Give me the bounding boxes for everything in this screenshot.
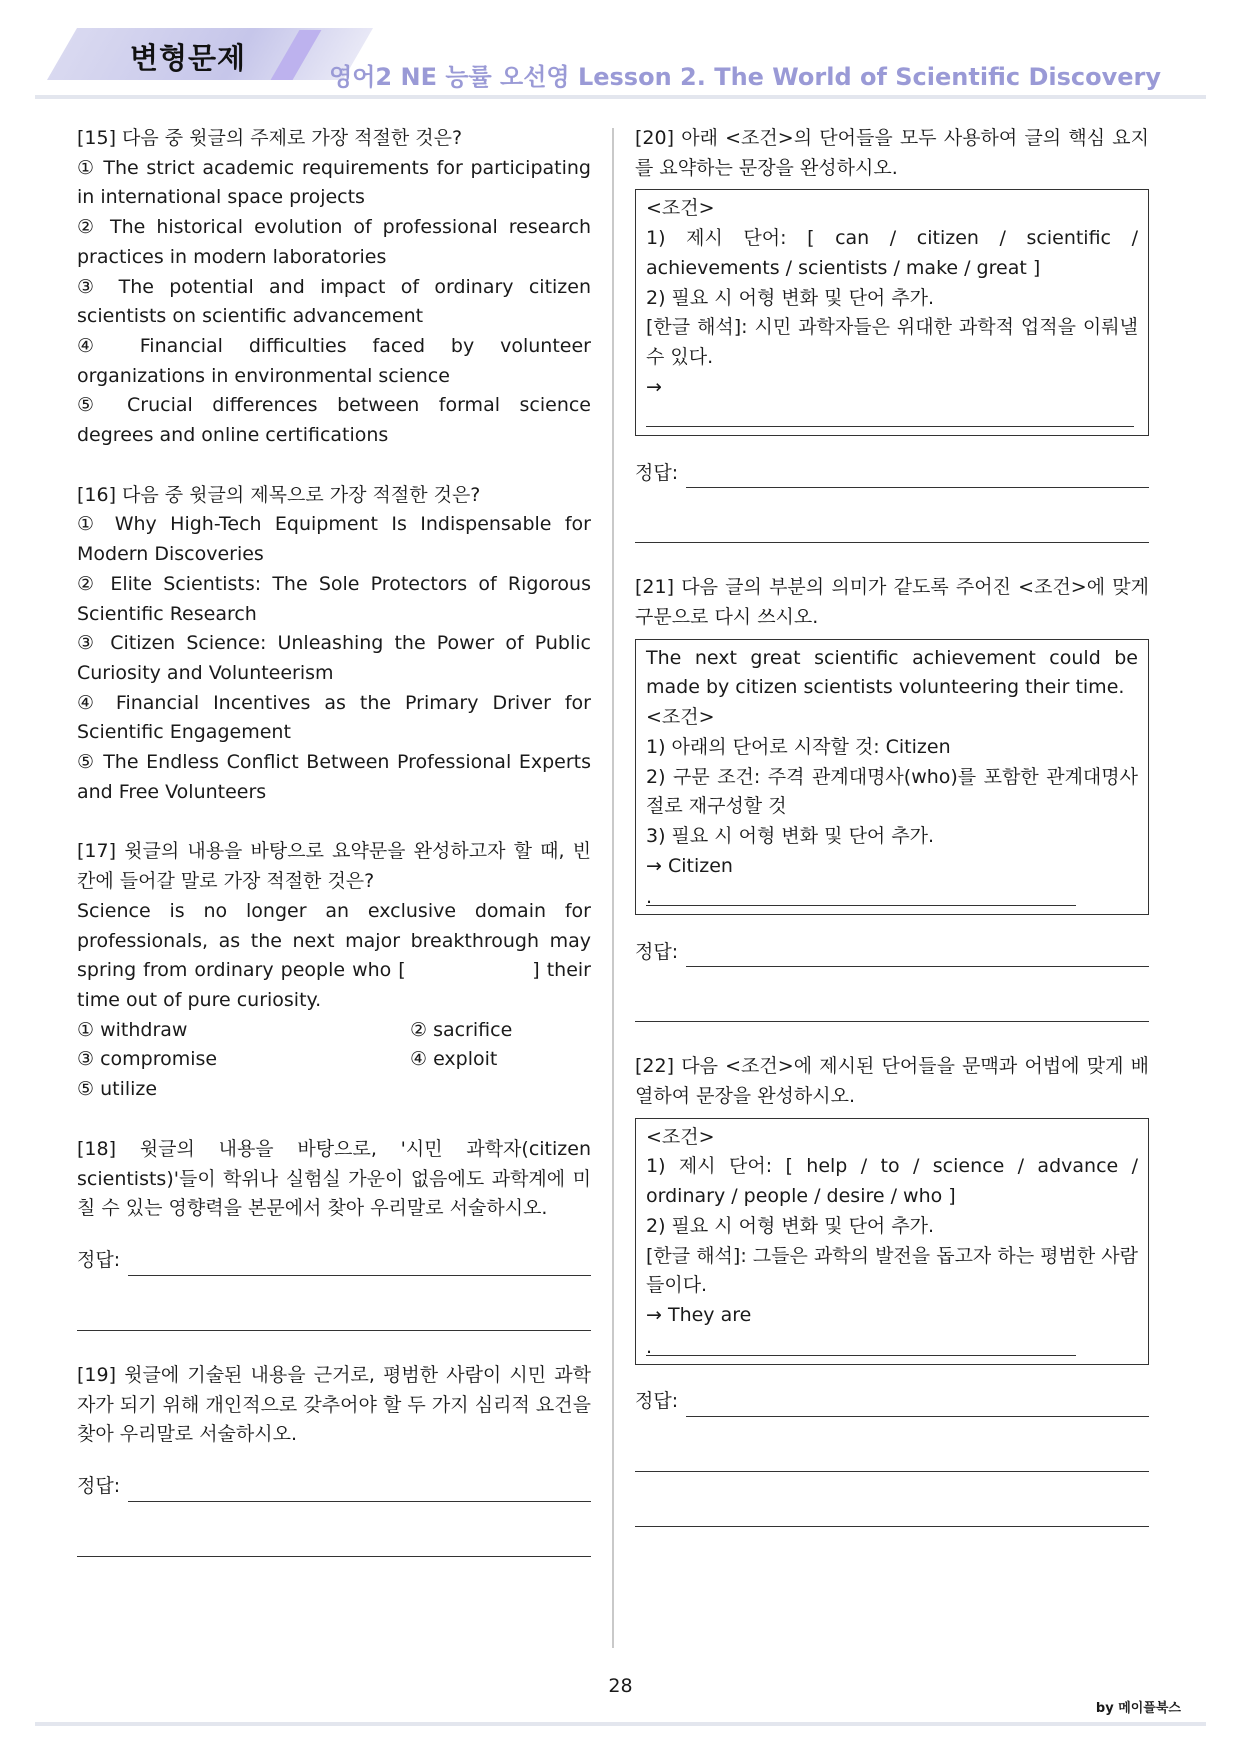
question-18-answer-line-2[interactable] <box>77 1302 591 1331</box>
question-15-option-4[interactable]: ④ Financial difficulties faced by volunteer organizations in environmental science <box>77 334 591 387</box>
condition-1: 1) 아래의 단어로 시작할 것: Citizen <box>646 735 951 758</box>
question-20-answer <box>635 458 1149 488</box>
question-22-answer-line-3[interactable] <box>635 1498 1149 1527</box>
question-21 <box>635 573 1149 1022</box>
column-divider <box>612 128 614 1648</box>
footer-rule <box>35 1722 1206 1726</box>
question-15-text: [15] 다음 중 윗글의 주제로 가장 적절한 것은? <box>77 127 463 149</box>
condition-1: 1) 제시 단어: [ can / citizen / scientific / achievements / scientists / make / great ] <box>646 227 1138 279</box>
condition-heading: <조건> <box>646 197 715 220</box>
condition-1: 1) 제시 단어: [ help / to / science / advance / ordinary / people / desire / who ] <box>646 1155 1138 1208</box>
condition-2: 2) 필요 시 어형 변화 및 단어 추가. <box>646 1214 935 1237</box>
question-16 <box>77 481 591 808</box>
question-20-answer-line[interactable] <box>686 465 1149 488</box>
condition-translation: [한글 해석]: 시민 과학자들은 위대한 과학적 업적을 이뤄낼 수 있다. <box>646 316 1138 368</box>
question-17-option-2[interactable]: ② sacrifice <box>410 1018 513 1041</box>
publisher-credit: by 메이플북스 <box>1095 1701 1181 1716</box>
answer-label: 정답: <box>635 461 679 484</box>
source-sentence: The next great scientific achievement could be made by citizen scientists volunteering their time. <box>646 646 1138 699</box>
question-15 <box>77 124 591 451</box>
answer-start: → Citizen <box>646 854 733 877</box>
question-20-text: [20] 아래 <조건>의 단어들을 모두 사용하여 글의 핵심 요지를 요약하는 문장을 완성하시오. <box>635 127 1149 179</box>
question-15-option-3[interactable]: ③ The potential and impact of ordinary citizen scientists on scientific advancement <box>77 275 591 328</box>
question-21-answer <box>635 937 1149 967</box>
question-17 <box>77 837 598 1104</box>
question-21-answer-line[interactable] <box>686 944 1149 967</box>
question-17-option-3[interactable]: ③ compromise <box>77 1048 218 1071</box>
question-19-text: [19] 윗글에 기술된 내용을 근거로, 평범한 사람이 시민 과학자가 되기 위해 개인적으로 갖추어야 할 두 가지 심리적 요건을 찾아 우리말로 서술하시오. <box>77 1363 591 1446</box>
condition-translation: [한글 해석]: 그들은 과학의 발전을 돕고자 하는 평범한 사람들이다. <box>646 1244 1138 1297</box>
left-column <box>77 124 598 1557</box>
question-16-option-5[interactable]: ⑤ The Endless Conflict Between Professional Experts and Free Volunteers <box>77 751 591 803</box>
question-16-option-1[interactable]: ① Why High-Tech Equipment Is Indispensable for Modern Discoveries <box>77 513 591 566</box>
question-21-answer-line-2[interactable] <box>635 993 1149 1022</box>
question-19 <box>77 1361 591 1557</box>
question-16-option-3[interactable]: ③ Citizen Science: Unleashing the Power of Public Curiosity and Volunteerism <box>77 632 591 684</box>
question-19-answer-line[interactable] <box>128 1479 591 1502</box>
question-21-condition-box <box>635 639 1149 916</box>
question-20-box-answer-line[interactable] <box>646 404 1134 427</box>
question-18-answer-line[interactable] <box>128 1253 591 1276</box>
condition-heading: <조건> <box>646 706 715 729</box>
header-badge: 변형문제 <box>130 41 247 75</box>
condition-3: 3) 필요 시 어형 변화 및 단어 추가. <box>646 824 935 847</box>
answer-start: → They are <box>646 1303 752 1326</box>
condition-heading: <조건> <box>646 1125 715 1148</box>
question-18 <box>77 1135 591 1331</box>
question-20 <box>635 124 1149 543</box>
question-17-options <box>77 1016 591 1105</box>
question-22-answer-line[interactable] <box>686 1394 1149 1417</box>
answer-label: 정답: <box>77 1475 121 1498</box>
answer-label: 정답: <box>77 1249 121 1272</box>
question-17-option-4[interactable]: ④ exploit <box>410 1048 498 1071</box>
question-22-answer <box>635 1387 1149 1417</box>
question-18-text: [18] 윗글의 내용을 바탕으로, '시민 과학자(citizen scientists)'들이 학위나 실험실 가운이 없음에도 과학계에 미칠 수 있는 영향력을 본문에서 찾아 우리말로 서술하시오. <box>77 1137 591 1220</box>
answer-label: 정답: <box>635 1389 679 1412</box>
question-22 <box>635 1052 1149 1526</box>
question-16-text: [16] 다음 중 윗글의 제목으로 가장 적절한 것은? <box>77 483 481 506</box>
condition-2: 2) 필요 시 어형 변화 및 단어 추가. <box>646 286 935 309</box>
question-16-option-4[interactable]: ④ Financial Incentives as the Primary Driver for Scientific Engagement <box>77 691 591 744</box>
header-rule <box>35 95 1206 99</box>
question-20-condition-box <box>635 189 1149 436</box>
question-22-text: [22] 다음 <조건>에 제시된 단어들을 문맥과 어법에 맞게 배열하여 문장을 완성하시오. <box>635 1055 1149 1108</box>
question-19-answer-line-2[interactable] <box>77 1528 591 1557</box>
question-20-answer-line-2[interactable] <box>635 514 1149 543</box>
question-16-option-2[interactable]: ② Elite Scientists: The Sole Protectors of Rigorous Scientific Research <box>77 572 591 625</box>
question-15-option-1[interactable]: ① The strict academic requirements for participating in international space projects <box>77 156 591 209</box>
question-22-condition-box <box>635 1118 1149 1365</box>
answer-arrow: → <box>646 375 662 398</box>
page-number: 28 <box>608 1675 633 1697</box>
question-22-box-answer-line[interactable] <box>646 1333 1076 1356</box>
question-17-summary: Science is no longer an exclusive domain for professionals, as the next major breakthrough may spring from ordinary people who [ ] their time out of pure curiosity. <box>77 899 598 1011</box>
question-21-box-answer-line[interactable] <box>646 883 1076 906</box>
right-column <box>635 124 1149 1527</box>
question-18-answer <box>77 1246 591 1276</box>
question-21-text: [21] 다음 글의 부분의 의미가 같도록 주어진 <조건>에 맞게 구문으로 다시 쓰시오. <box>635 576 1149 629</box>
answer-label: 정답: <box>635 940 679 963</box>
condition-2: 2) 구문 조건: 주격 관계대명사(who)를 포함한 관계대명사절로 재구성할 것 <box>646 765 1138 818</box>
question-22-answer-line-2[interactable] <box>635 1443 1149 1472</box>
question-17-text: [17] 윗글의 내용을 바탕으로 요약문을 완성하고자 할 때, 빈칸에 들어갈 말로 가장 적절한 것은? <box>77 840 591 893</box>
question-17-option-5[interactable]: ⑤ utilize <box>77 1078 158 1101</box>
header-title: 영어2 NE 능률 오선영 Lesson 2. The World of Scientific Discovery <box>329 63 1161 91</box>
question-15-option-2[interactable]: ② The historical evolution of professional research practices in modern laboratories <box>77 216 591 268</box>
question-19-answer <box>77 1472 591 1502</box>
question-15-option-5[interactable]: ⑤ Crucial differences between formal science degrees and online certifications <box>77 394 591 447</box>
question-17-option-1[interactable]: ① withdraw <box>77 1018 188 1041</box>
